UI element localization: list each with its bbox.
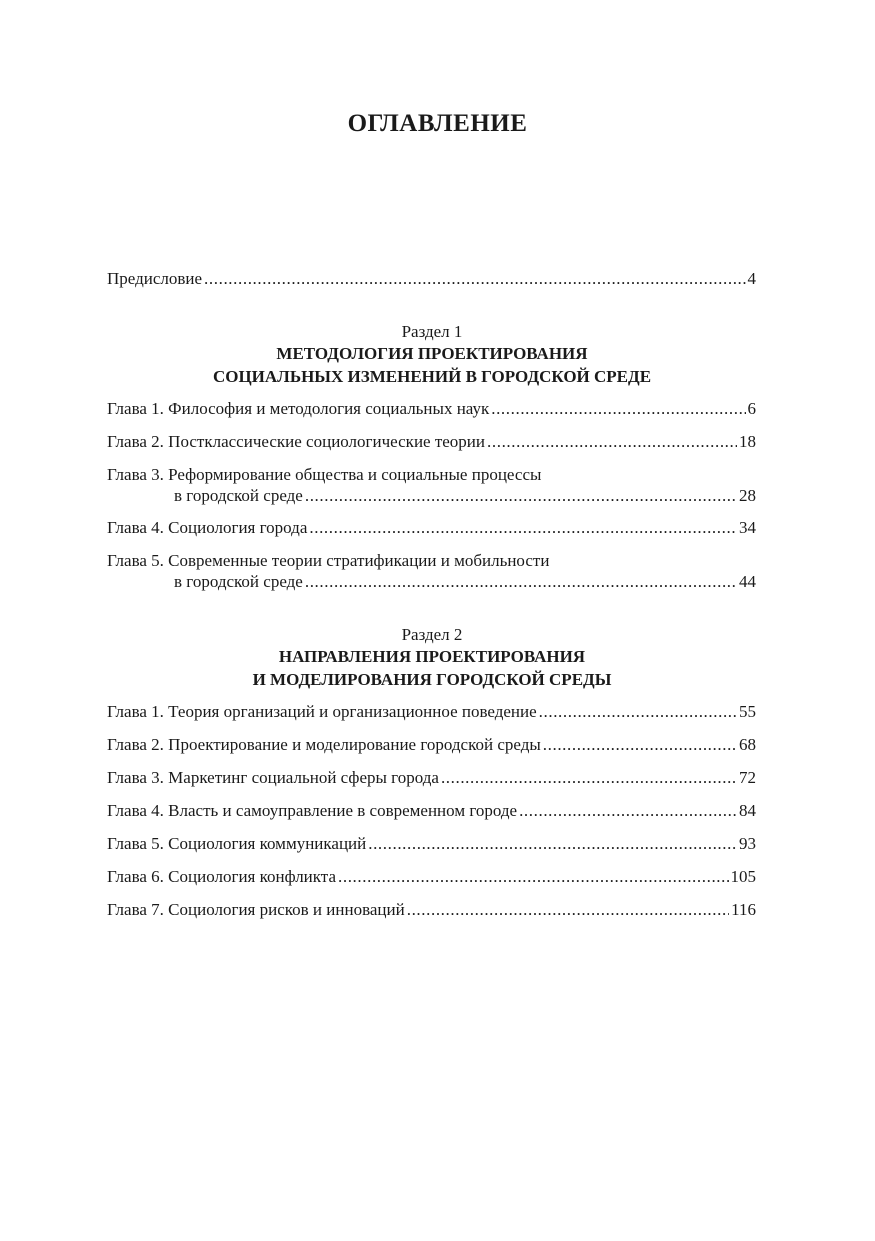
page-title: ОГЛАВЛЕНИЕ [347,110,528,137]
toc-entry-label: Глава 7. Социология рисков и инноваций [107,900,405,919]
toc-entry-label: Глава 2. Постклассические социологические теории [107,432,486,451]
toc-entry-label: Глава 4. Власть и самоуправление в современном городе [107,801,518,820]
toc-page-number: 6 [747,399,756,418]
toc-page-number: 68 [739,735,756,754]
dot-leader [543,734,737,755]
dot-leader [487,431,737,452]
toc-entry-label: Глава 3. Реформирование общества и социальные процессы [107,465,542,484]
dot-leader [305,571,737,592]
toc-entry-preface[interactable] [107,268,756,289]
dot-leader [309,517,737,538]
toc-entry-label: Глава 5. Современные теории стратификации и мобильности [107,551,550,570]
section-heading [77,624,787,691]
toc-entry[interactable] [107,833,756,854]
toc-page-number: 72 [739,768,756,787]
toc-entry-label: Глава 2. Проектирование и моделирование городской среды [107,735,541,754]
section-title-line: НАПРАВЛЕНИЯ ПРОЕКТИРОВАНИЯ [278,647,586,666]
toc-page-number: 116 [731,900,756,919]
toc-entry-continuation: в городской среде [174,486,303,505]
toc-entry[interactable] [107,431,756,452]
toc-entry[interactable] [107,550,756,592]
dot-leader [441,767,737,788]
toc-entry[interactable] [107,767,756,788]
toc-entry-label: Глава 1. Теория организаций и организационное поведение [107,702,537,721]
section-number: Раздел 2 [401,625,463,644]
toc-page-number: 34 [739,518,756,537]
toc-entry[interactable] [107,464,756,506]
dot-leader [519,800,737,821]
toc-entry[interactable] [107,866,756,887]
toc-entry-label: Глава 3. Маркетинг социальной сферы города [107,768,439,787]
dot-leader [368,833,737,854]
toc-entry[interactable] [107,701,756,722]
toc-entry-label: Глава 5. Социология коммуникаций [107,834,367,853]
section-number: Раздел 1 [401,322,463,341]
section-heading [77,321,787,388]
toc-entry[interactable] [107,734,756,755]
toc-entry-label: Глава 6. Социология конфликта [107,867,336,886]
toc-entry[interactable] [107,800,756,821]
toc-page-number: 28 [739,486,756,505]
dot-leader [338,866,729,887]
toc-entry[interactable] [107,899,756,920]
toc-page-number: 18 [739,432,756,451]
toc-entry-label: Глава 4. Социология города [107,518,308,537]
dot-leader [407,899,729,920]
toc-page-number: 93 [739,834,756,853]
toc-page-number: 4 [747,269,756,288]
section-title-line: МЕТОДОЛОГИЯ ПРОЕКТИРОВАНИЯ [276,344,588,363]
toc-page-number: 105 [730,867,756,886]
toc-entry[interactable] [107,517,756,538]
section-title-line: И МОДЕЛИРОВАНИЯ ГОРОДСКОЙ СРЕДЫ [252,670,612,689]
dot-leader [491,398,745,419]
toc-entry[interactable] [107,398,756,419]
toc-page-number: 55 [739,702,756,721]
section-title-line: СОЦИАЛЬНЫХ ИЗМЕНЕНИЙ В ГОРОДСКОЙ СРЕДЕ [212,367,652,386]
dot-leader [204,268,745,289]
toc-entry-continuation: в городской среде [174,572,303,591]
toc-entry-label: Предисловие [107,269,203,288]
toc-page-number: 44 [739,572,756,591]
toc-page-number: 84 [739,801,756,820]
dot-leader [305,485,737,506]
toc-entry-label: Глава 1. Философия и методология социальных наук [107,399,490,418]
dot-leader [539,701,737,722]
